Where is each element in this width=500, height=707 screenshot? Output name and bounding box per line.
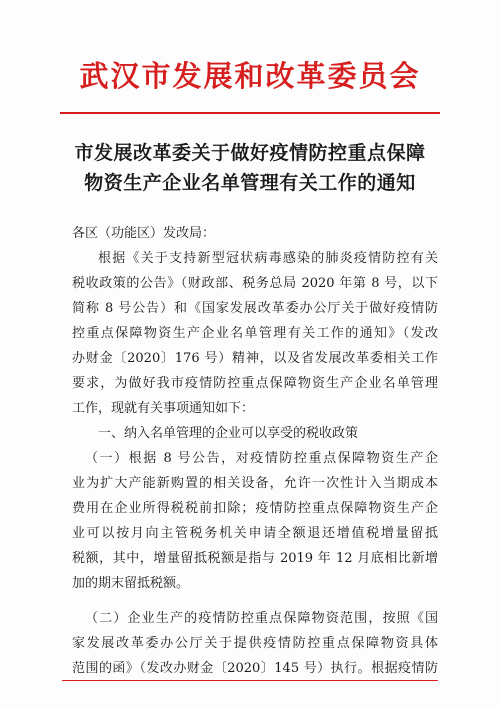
paragraph-2-line: 税额，其中，增量留抵税额是指与 2019 年 12 月底相比新增 (72, 551, 438, 566)
paragraph-1-line: 办财金〔2020〕176 号）精神，以及省发展改革委相关工作 (72, 351, 438, 366)
paragraph-1-line: 根据《关于支持新型冠状病毒感染的肺炎疫情防控有关 (98, 251, 438, 266)
paragraph-1-line: 控重点保障物资生产企业名单管理有关工作的通知》（发改 (72, 326, 438, 341)
footer-red-rule (62, 680, 438, 681)
paragraph-2-line: 费用在企业所得税税前扣除；疫情防控重点保障物资生产企 (72, 501, 438, 516)
salutation: 各区（功能区）发改局： (72, 226, 216, 241)
paragraph-1-line: 简称 8 号公告）和《国家发展改革委办公厅关于做好疫情防 (72, 301, 438, 316)
issuing-authority-header: 武汉市发展和改革委员会 (79, 59, 421, 93)
paragraph-3-line: （二）企业生产的疫情防控重点保障物资范围，按照《国 (85, 611, 438, 626)
paragraph-2-line: 加的期末留抵税额。 (72, 576, 190, 591)
paragraph-1-line: 税收政策的公告》（财政部、税务总局 2020 年第 8 号，以下 (72, 276, 438, 291)
document-title (40, 138, 460, 198)
paragraph-1-line: 工作，现就有关事项通知如下： (72, 401, 255, 416)
paragraph-3-line: 家发展改革委办公厅关于提供疫情防控重点保障物资具体 (72, 636, 438, 651)
paragraph-gap (72, 596, 438, 606)
paragraph-1-line: 要求，为做好我市疫情防控重点保障物资生产企业名单管理 (72, 376, 438, 391)
header-red-rule (60, 112, 440, 114)
paragraph-2-line: 业为扩大产能新购置的相关设备，允许一次性计入当期成本 (72, 476, 438, 491)
document-body (72, 221, 438, 681)
paragraph-2-line: （一）根据 8 号公告，对疫情防控重点保障物资生产企 (85, 451, 438, 466)
paragraph-2-line: 业可以按月向主管税务机关申请全额退还增值税增量留抵 (72, 526, 438, 541)
section-1-heading: 一、纳入名单管理的企业可以享受的税收政策 (98, 426, 359, 441)
document-title-line-2: 物资生产企业名单管理有关工作的通知 (84, 172, 416, 194)
document-title-line-1: 市发展改革委关于做好疫情防控重点保障 (74, 142, 426, 164)
paragraph-3-line: 范围的函》（发改办财金〔2020〕145 号）执行。根据疫情防 (72, 661, 438, 676)
